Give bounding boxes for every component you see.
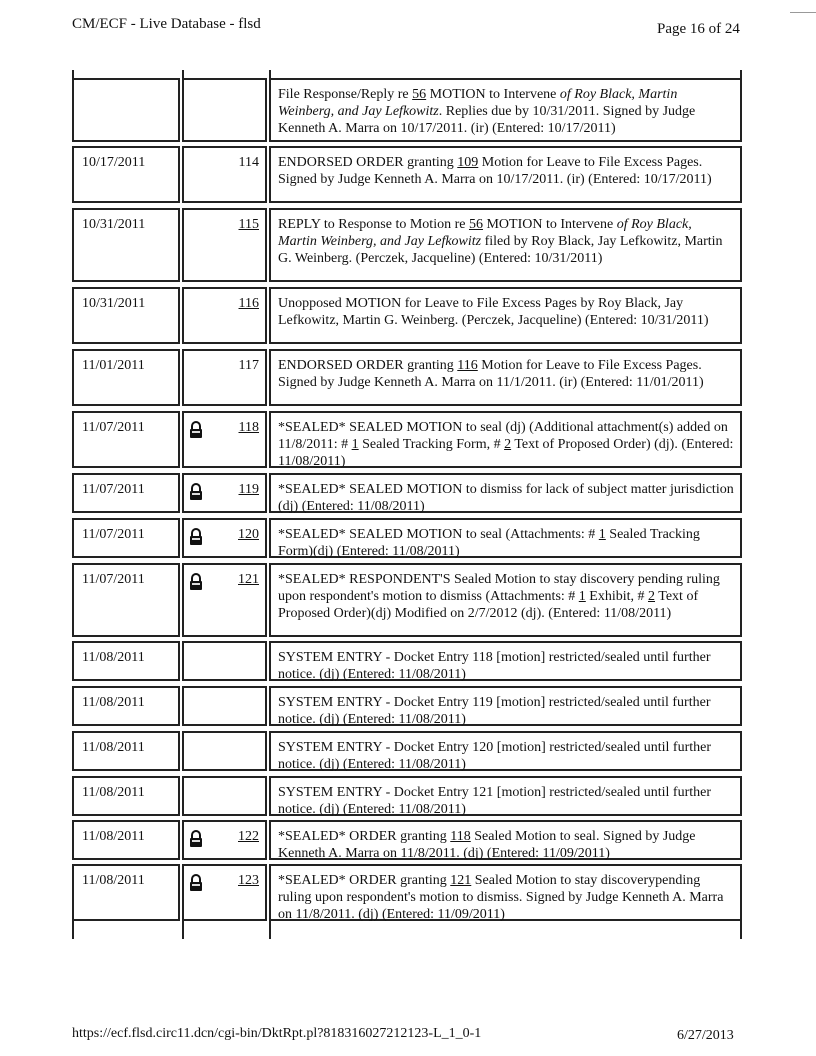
- date-filed: 11/07/2011: [82, 572, 145, 587]
- date-cell: [72, 287, 180, 344]
- docket-entry-text: [278, 295, 734, 329]
- date-cell: [72, 473, 180, 513]
- docket-row: [72, 349, 742, 406]
- entry-text-segment: File Response/Reply re: [278, 87, 413, 102]
- lock-icon: [189, 483, 203, 501]
- date-cell: [72, 686, 180, 726]
- docket-number-cell: [182, 518, 267, 558]
- docket-entry-text: [278, 357, 734, 391]
- docket-text-cell: [269, 686, 742, 726]
- date-cell: [72, 864, 180, 921]
- table-continuation-line: [72, 70, 74, 78]
- entry-text-segment: SYSTEM ENTRY - Docket Entry 118 [motion] restricted/sealed until further notice. (dj) (Entered: 11/08/2011): [278, 650, 711, 682]
- docket-row: [72, 518, 742, 558]
- date-filed: 11/08/2011: [82, 829, 145, 844]
- docket-number: 114: [238, 155, 259, 170]
- docket-number-cell: [182, 349, 267, 406]
- entry-text-segment: SYSTEM ENTRY - Docket Entry 120 [motion] restricted/sealed until further notice. (dj) (Entered: 11/08/2011): [278, 740, 712, 772]
- docket-number-cell: [182, 473, 267, 513]
- document-ref-link[interactable]: 56: [412, 87, 427, 102]
- docket-text-cell: [269, 411, 742, 468]
- entry-text-segment: MOTION to Intervene: [426, 87, 560, 102]
- entry-text-segment: Text of Proposed Order)(dj) Modified on 2/7/2012 (dj). (Entered: 11/08/2011): [278, 589, 699, 621]
- table-continuation-line: [182, 921, 184, 939]
- lock-icon: [189, 421, 203, 439]
- docket-number-cell: [182, 78, 267, 142]
- docket-text-cell: [269, 820, 742, 860]
- date-filed: 11/08/2011: [82, 740, 145, 755]
- table-continuation-line: [740, 70, 742, 78]
- docket-row: [72, 473, 742, 513]
- docket-row: [72, 563, 742, 637]
- date-cell: [72, 776, 180, 816]
- docket-entry-text: [278, 154, 734, 188]
- page-edge-line: [790, 12, 816, 13]
- docket-text-cell: [269, 78, 742, 142]
- docket-number-link[interactable]: 119: [238, 482, 259, 497]
- docket-entry-text: [278, 526, 734, 560]
- entry-text-segment: Sealed Tracking Form, #: [358, 437, 505, 452]
- table-continuation-line: [72, 921, 74, 939]
- docket-number-cell: [182, 641, 267, 681]
- docket-number-cell: [182, 146, 267, 203]
- entry-text-segment: ENDORSED ORDER granting: [278, 155, 458, 170]
- date-filed: 11/07/2011: [82, 527, 145, 542]
- docket-number-link[interactable]: 115: [238, 217, 259, 232]
- docket-text-cell: [269, 518, 742, 558]
- entry-text-segment: *SEALED* ORDER granting: [278, 873, 451, 888]
- table-continuation-line: [269, 921, 271, 939]
- date-cell: [72, 563, 180, 637]
- footer-url: https://ecf.flsd.circ11.dcn/cgi-bin/DktRpt.pl?818316027212123-L_1_0-1: [72, 1026, 482, 1041]
- entry-text-segment: . Replies due by 10/31/2011. Signed by Judge Kenneth A. Marra on 10/17/2011. (ir) (Entered: 10/17/2011): [278, 104, 696, 136]
- docket-text-cell: [269, 731, 742, 771]
- docket-number-link[interactable]: 118: [238, 420, 259, 435]
- date-filed: 11/08/2011: [82, 873, 145, 888]
- emphasis-text: of Roy Black, Martin Weinberg, and Jay Lefkowitz: [278, 87, 678, 119]
- date-cell: [72, 349, 180, 406]
- docket-entry-text: [278, 872, 734, 923]
- entry-text-segment: Sealed Tracking Form)(dj) (Entered: 11/08/2011): [278, 527, 700, 559]
- docket-row: [72, 776, 742, 816]
- document-ref-link[interactable]: 56: [468, 217, 483, 232]
- docket-text-cell: [269, 473, 742, 513]
- entry-text-segment: SYSTEM ENTRY - Docket Entry 119 [motion] restricted/sealed until further notice. (dj) (Entered: 11/08/2011): [278, 695, 711, 727]
- docket-entry-text: [278, 649, 734, 683]
- docket-row: [72, 411, 742, 468]
- lock-icon: [189, 830, 203, 848]
- docket-text-cell: [269, 287, 742, 344]
- date-cell: [72, 78, 180, 142]
- docket-entry-text: [278, 739, 734, 773]
- docket-row: [72, 78, 742, 142]
- docket-text-cell: [269, 641, 742, 681]
- docket-entry-text: [278, 694, 734, 728]
- docket-row: [72, 731, 742, 771]
- date-cell: [72, 208, 180, 282]
- entry-text-segment: MOTION to Intervene: [482, 217, 617, 232]
- lock-icon: [189, 874, 203, 892]
- docket-entry-text: [278, 481, 734, 515]
- docket-number-cell: [182, 563, 267, 637]
- docket-text-cell: [269, 208, 742, 282]
- entry-text-segment: *SEALED* SEALED MOTION to dismiss for lack of subject matter jurisdiction (dj) (Entered: 11/08/2011): [278, 482, 734, 514]
- entry-text-segment: Text of Proposed Order) (dj). (Entered: 11/08/2011): [278, 437, 734, 469]
- docket-row: [72, 820, 742, 860]
- date-cell: [72, 146, 180, 203]
- entry-text-segment: *SEALED* SEALED MOTION to seal (dj) (Additional attachment(s) added on 11/8/2011: #: [278, 420, 728, 452]
- emphasis-text: of Roy Black, Martin Weinberg, and Jay Lefkowitz: [278, 217, 692, 249]
- date-filed: 10/31/2011: [82, 296, 146, 311]
- entry-text-segment: Motion for Leave to File Excess Pages. Signed by Judge Kenneth A. Marra on 10/17/2011. (ir) (Entered: 10/17/2011): [278, 155, 712, 187]
- docket-text-cell: [269, 776, 742, 816]
- date-filed: 11/08/2011: [82, 785, 145, 800]
- docket-entry-text: [278, 419, 734, 470]
- table-continuation-line: [182, 70, 184, 78]
- docket-text-cell: [269, 146, 742, 203]
- docket-number-link[interactable]: 120: [238, 527, 259, 542]
- docket-number-link[interactable]: 116: [238, 296, 259, 311]
- date-filed: 11/08/2011: [82, 695, 145, 710]
- entry-text-segment: *SEALED* ORDER granting: [278, 829, 451, 844]
- docket-number-link[interactable]: 121: [238, 572, 259, 587]
- docket-text-cell: [269, 349, 742, 406]
- entry-text-segment: REPLY to Response to Motion re: [278, 217, 469, 232]
- docket-number-cell: [182, 820, 267, 860]
- docket-entry-text: [278, 571, 734, 622]
- date-cell: [72, 820, 180, 860]
- docket-number-cell: [182, 411, 267, 468]
- date-filed: 11/01/2011: [82, 358, 145, 373]
- document-ref-link[interactable]: 1: [351, 437, 359, 452]
- docket-row: [72, 146, 742, 203]
- docket-row: [72, 641, 742, 681]
- docket-number-cell: [182, 731, 267, 771]
- date-filed: 11/07/2011: [82, 420, 145, 435]
- docket-row: [72, 864, 742, 921]
- docket-number: 117: [238, 358, 259, 373]
- entry-text-segment: Unopposed MOTION for Leave to File Excess Pages by Roy Black, Jay Lefkowitz, Martin G. Weinberg. (Perczek, Jacqueline) (Entered: 10/31/2011): [278, 296, 709, 328]
- entry-text-segment: ENDORSED ORDER granting: [278, 358, 458, 373]
- docket-number-cell: [182, 686, 267, 726]
- page-header-title: CM/ECF - Live Database - flsd: [72, 16, 261, 32]
- docket-entry-text: [278, 216, 734, 267]
- date-cell: [72, 641, 180, 681]
- docket-entry-text: [278, 784, 734, 818]
- docket-number-link[interactable]: 122: [238, 829, 259, 844]
- document-ref-link[interactable]: 109: [457, 155, 479, 170]
- docket-number-cell: [182, 287, 267, 344]
- date-cell: [72, 518, 180, 558]
- docket-text-cell: [269, 864, 742, 921]
- document-ref-link[interactable]: 116: [457, 358, 478, 373]
- date-cell: [72, 731, 180, 771]
- entry-text-segment: Sealed Motion to stay discoverypending ruling upon respondent's motion to dismiss. Signed by Judge Kenneth A. Marra on 11/8/2011. (dj) (Entered: 11/09/2011): [278, 873, 724, 922]
- date-filed: 11/08/2011: [82, 650, 145, 665]
- docket-row: [72, 208, 742, 282]
- date-filed: 10/17/2011: [82, 155, 146, 170]
- table-continuation-line: [269, 70, 271, 78]
- document-ref-link[interactable]: 118: [450, 829, 471, 844]
- docket-number-cell: [182, 776, 267, 816]
- entry-text-segment: *SEALED* SEALED MOTION to seal (Attachments: #: [278, 527, 599, 542]
- lock-icon: [189, 573, 203, 591]
- docket-row: [72, 686, 742, 726]
- footer-date: 6/27/2013: [677, 1028, 734, 1043]
- document-ref-link[interactable]: 2: [648, 589, 656, 604]
- entry-text-segment: SYSTEM ENTRY - Docket Entry 121 [motion] restricted/sealed until further notice. (dj) (Entered: 11/08/2011): [278, 785, 712, 817]
- entry-text-segment: *SEALED* RESPONDENT'S Sealed Motion to stay discovery pending ruling upon respondent's motion to dismiss (Attachments: #: [278, 572, 720, 604]
- entry-text-segment: Exhibit, #: [585, 589, 649, 604]
- document-ref-link[interactable]: 1: [578, 589, 586, 604]
- document-ref-link[interactable]: 2: [504, 437, 512, 452]
- document-ref-link[interactable]: 1: [598, 527, 606, 542]
- docket-number-link[interactable]: 123: [238, 873, 259, 888]
- entry-text-segment: Sealed Motion to seal. Signed by Judge Kenneth A. Marra on 11/8/2011. (dj) (Entered: 11/09/2011): [278, 829, 696, 861]
- date-filed: 10/31/2011: [82, 217, 146, 232]
- date-cell: [72, 411, 180, 468]
- entry-text-segment: filed by Roy Black, Jay Lefkowitz, Martin G. Weinberg. (Perczek, Jacqueline) (Entered: 10/31/2011): [278, 234, 723, 266]
- lock-icon: [189, 528, 203, 546]
- docket-entry-text: [278, 828, 734, 862]
- docket-text-cell: [269, 563, 742, 637]
- document-ref-link[interactable]: 121: [450, 873, 472, 888]
- docket-number-cell: [182, 864, 267, 921]
- docket-number-cell: [182, 208, 267, 282]
- table-continuation-line: [740, 921, 742, 939]
- date-filed: 11/07/2011: [82, 482, 145, 497]
- entry-text-segment: Motion for Leave to File Excess Pages. Signed by Judge Kenneth A. Marra on 11/1/2011. (ir) (Entered: 11/01/2011): [278, 358, 704, 390]
- docket-entry-text: [278, 86, 734, 137]
- page-number: Page 16 of 24: [657, 21, 740, 37]
- docket-row: [72, 287, 742, 344]
